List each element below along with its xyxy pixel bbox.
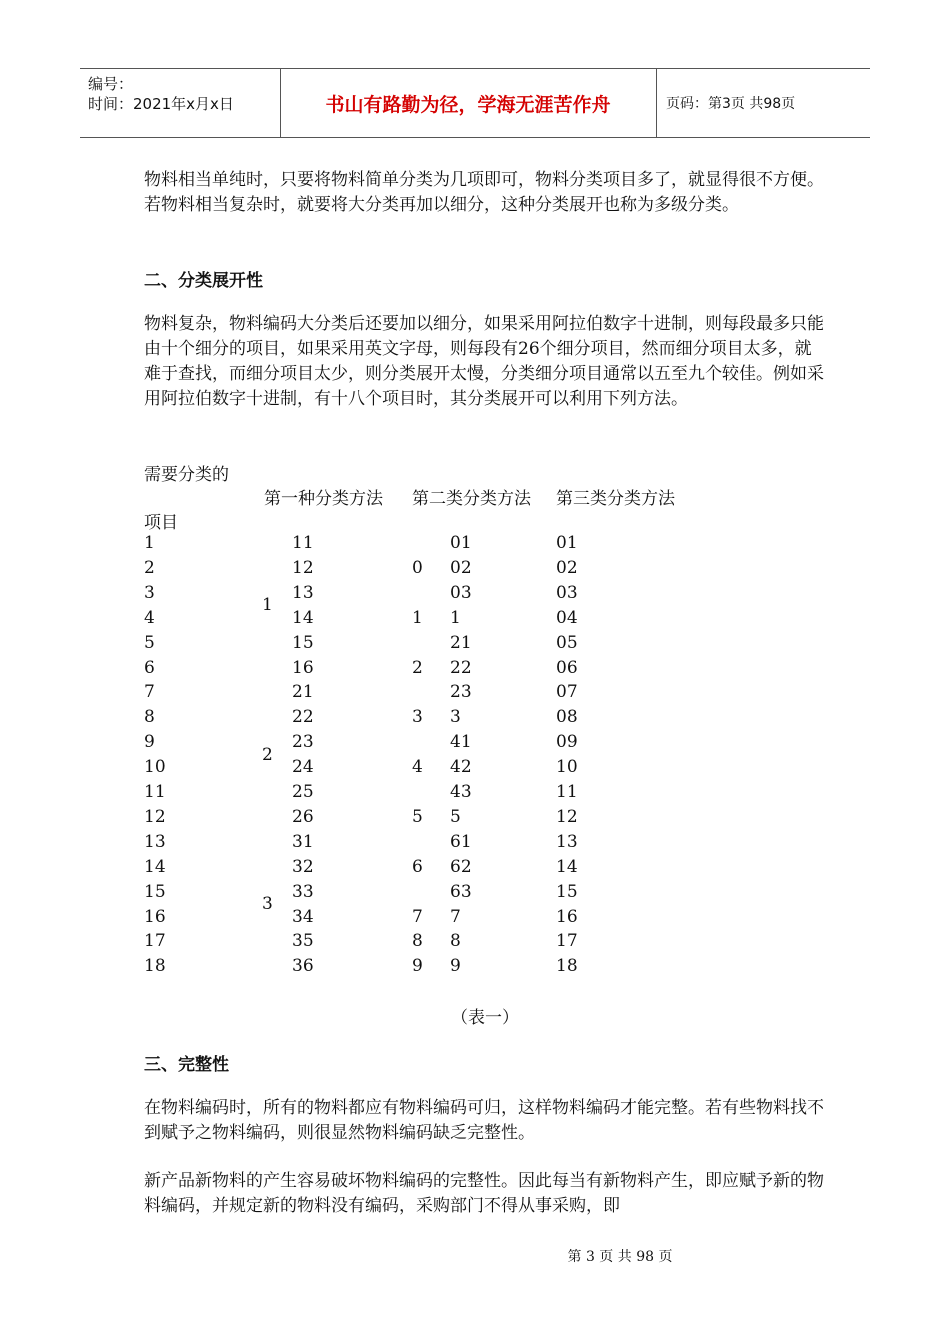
table-method3-code: 01 — [556, 533, 578, 553]
table-method1-code: 25 — [292, 782, 314, 802]
table-method3-code: 11 — [556, 782, 578, 802]
paragraph-new-materials: 新产品新物料的产生容易破坏物料编码的完整性。因此每当有新物料产生，即应赋予新的物料编码，并规定新的物料没有编码，采购部门不得从事采购，即 — [144, 1171, 824, 1216]
table-method3-code: 09 — [556, 732, 578, 752]
table-header-item-line1: 需要分类的 — [144, 465, 229, 485]
table-method1-group: 3 — [262, 894, 273, 914]
table-item-number: 16 — [144, 907, 166, 927]
table-item-number: 6 — [144, 658, 155, 678]
table-method1-group: 1 — [262, 595, 273, 615]
table-method2-code: 43 — [450, 782, 472, 802]
table-method3-code: 18 — [556, 956, 578, 976]
table-item-number: 18 — [144, 956, 166, 976]
table-method3-code: 05 — [556, 633, 578, 653]
table-method1-code: 33 — [292, 882, 314, 902]
table-method1-code: 34 — [292, 907, 314, 927]
table-header-method2: 第二类分类方法 — [412, 489, 531, 509]
table-method2-code: 22 — [450, 658, 472, 678]
table-item-number: 4 — [144, 608, 155, 628]
table-method3-code: 08 — [556, 707, 578, 727]
table-method1-code: 13 — [292, 583, 314, 603]
table-item-number: 14 — [144, 857, 166, 877]
table-method1-code: 21 — [292, 682, 314, 702]
table-method3-code: 12 — [556, 807, 578, 827]
table-item-number: 8 — [144, 707, 155, 727]
table-item-number: 1 — [144, 533, 155, 553]
table-method2-group: 7 — [412, 907, 423, 927]
table-method2-code: 21 — [450, 633, 472, 653]
table-item-number: 3 — [144, 583, 155, 603]
table-method2-code: 8 — [450, 931, 461, 951]
table-method1-code: 11 — [292, 533, 314, 553]
table-method1-code: 16 — [292, 658, 314, 678]
table-item-number: 7 — [144, 682, 155, 702]
table-method1-code: 26 — [292, 807, 314, 827]
table-method1-code: 32 — [292, 857, 314, 877]
table-method2-code: 01 — [450, 533, 472, 553]
page-footer: 第 3 页 共 98 页 — [567, 1249, 673, 1265]
table-method3-code: 07 — [556, 682, 578, 702]
table-method2-group: 5 — [412, 807, 423, 827]
table-method2-code: 41 — [450, 732, 472, 752]
table-method2-group: 2 — [412, 658, 423, 678]
table-method1-code: 24 — [292, 757, 314, 777]
table-header-item-line2: 项目 — [144, 513, 178, 533]
table-method2-group: 3 — [412, 707, 423, 727]
section-heading-expansion: 二、分类展开性 — [144, 271, 263, 291]
table-item-number: 17 — [144, 931, 166, 951]
table-method1-code: 36 — [292, 956, 314, 976]
table-method3-code: 17 — [556, 931, 578, 951]
table-method2-code: 23 — [450, 682, 472, 702]
table-method1-code: 12 — [292, 558, 314, 578]
header-number-label: 编号： — [88, 75, 134, 93]
table-method1-code: 22 — [292, 707, 314, 727]
table-header-method3: 第三类分类方法 — [556, 489, 675, 509]
table-method2-code: 1 — [450, 608, 461, 628]
table-method1-code: 35 — [292, 931, 314, 951]
page-header — [80, 68, 870, 138]
table-method3-code: 15 — [556, 882, 578, 902]
table-method2-code: 5 — [450, 807, 461, 827]
table-header-method1: 第一种分类方法 — [264, 489, 383, 509]
table-method3-code: 14 — [556, 857, 578, 877]
table-method2-group: 8 — [412, 931, 423, 951]
section-heading-completeness: 三、完整性 — [144, 1055, 229, 1075]
table-method1-code: 15 — [292, 633, 314, 653]
table-item-number: 9 — [144, 732, 155, 752]
table-item-number: 5 — [144, 633, 155, 653]
table-method3-code: 04 — [556, 608, 578, 628]
table-method3-code: 06 — [556, 658, 578, 678]
table-method3-code: 03 — [556, 583, 578, 603]
table-method1-code: 31 — [292, 832, 314, 852]
table-method2-group: 4 — [412, 757, 423, 777]
paragraph-expansion: 物料复杂，物料编码大分类后还要加以细分，如果采用阿拉伯数字十进制，则每段最多只能由十个细分的项目，如果采用英文字母，则每段有26个细分项目，然而细分项目太多，就难于查找，而细分项目太少，则分类展开太慢，分类细分项目通常以五至九个较佳。例如采用阿拉伯数字十进制，有十八个项目时，其分类展开可以利用下列方法。 — [144, 314, 824, 409]
table-item-number: 2 — [144, 558, 155, 578]
table-method2-code: 3 — [450, 707, 461, 727]
table-method2-code: 62 — [450, 857, 472, 877]
table-caption: （表一） — [451, 1008, 519, 1028]
table-method2-group: 9 — [412, 956, 423, 976]
table-item-number: 13 — [144, 832, 166, 852]
table-item-number: 10 — [144, 757, 166, 777]
table-method1-group: 2 — [262, 745, 273, 765]
header-meta — [80, 69, 281, 137]
table-method3-code: 13 — [556, 832, 578, 852]
table-method2-code: 61 — [450, 832, 472, 852]
table-method2-code: 63 — [450, 882, 472, 902]
header-motto: 书山有路勤为径，学海无涯苦作舟 — [280, 69, 657, 137]
table-method3-code: 02 — [556, 558, 578, 578]
table-method1-code: 14 — [292, 608, 314, 628]
table-method2-code: 02 — [450, 558, 472, 578]
header-date-label: 时间：2021年x月x日 — [88, 95, 234, 113]
table-method2-group: 6 — [412, 857, 423, 877]
paragraph-completeness: 在物料编码时，所有的物料都应有物料编码可归，这样物料编码才能完整。若有些物料找不到赋予之物料编码，则很显然物料编码缺乏完整性。 — [144, 1098, 824, 1143]
table-item-number: 15 — [144, 882, 166, 902]
table-method1-code: 23 — [292, 732, 314, 752]
table-method3-code: 10 — [556, 757, 578, 777]
table-method3-code: 16 — [556, 907, 578, 927]
table-method2-code: 9 — [450, 956, 461, 976]
header-page-info: 页码：第3页 共98页 — [666, 96, 796, 112]
table-method2-group: 1 — [412, 608, 423, 628]
table-item-number: 12 — [144, 807, 166, 827]
table-method2-group: 0 — [412, 558, 423, 578]
table-method2-code: 03 — [450, 583, 472, 603]
table-method2-code: 7 — [450, 907, 461, 927]
table-method2-code: 42 — [450, 757, 472, 777]
paragraph-intro: 物料相当单纯时，只要将物料简单分类为几项即可，物料分类项目多了，就显得很不方便。若物料相当复杂时，就要将大分类再加以细分，这种分类展开也称为多级分类。 — [144, 170, 824, 215]
table-item-number: 11 — [144, 782, 166, 802]
